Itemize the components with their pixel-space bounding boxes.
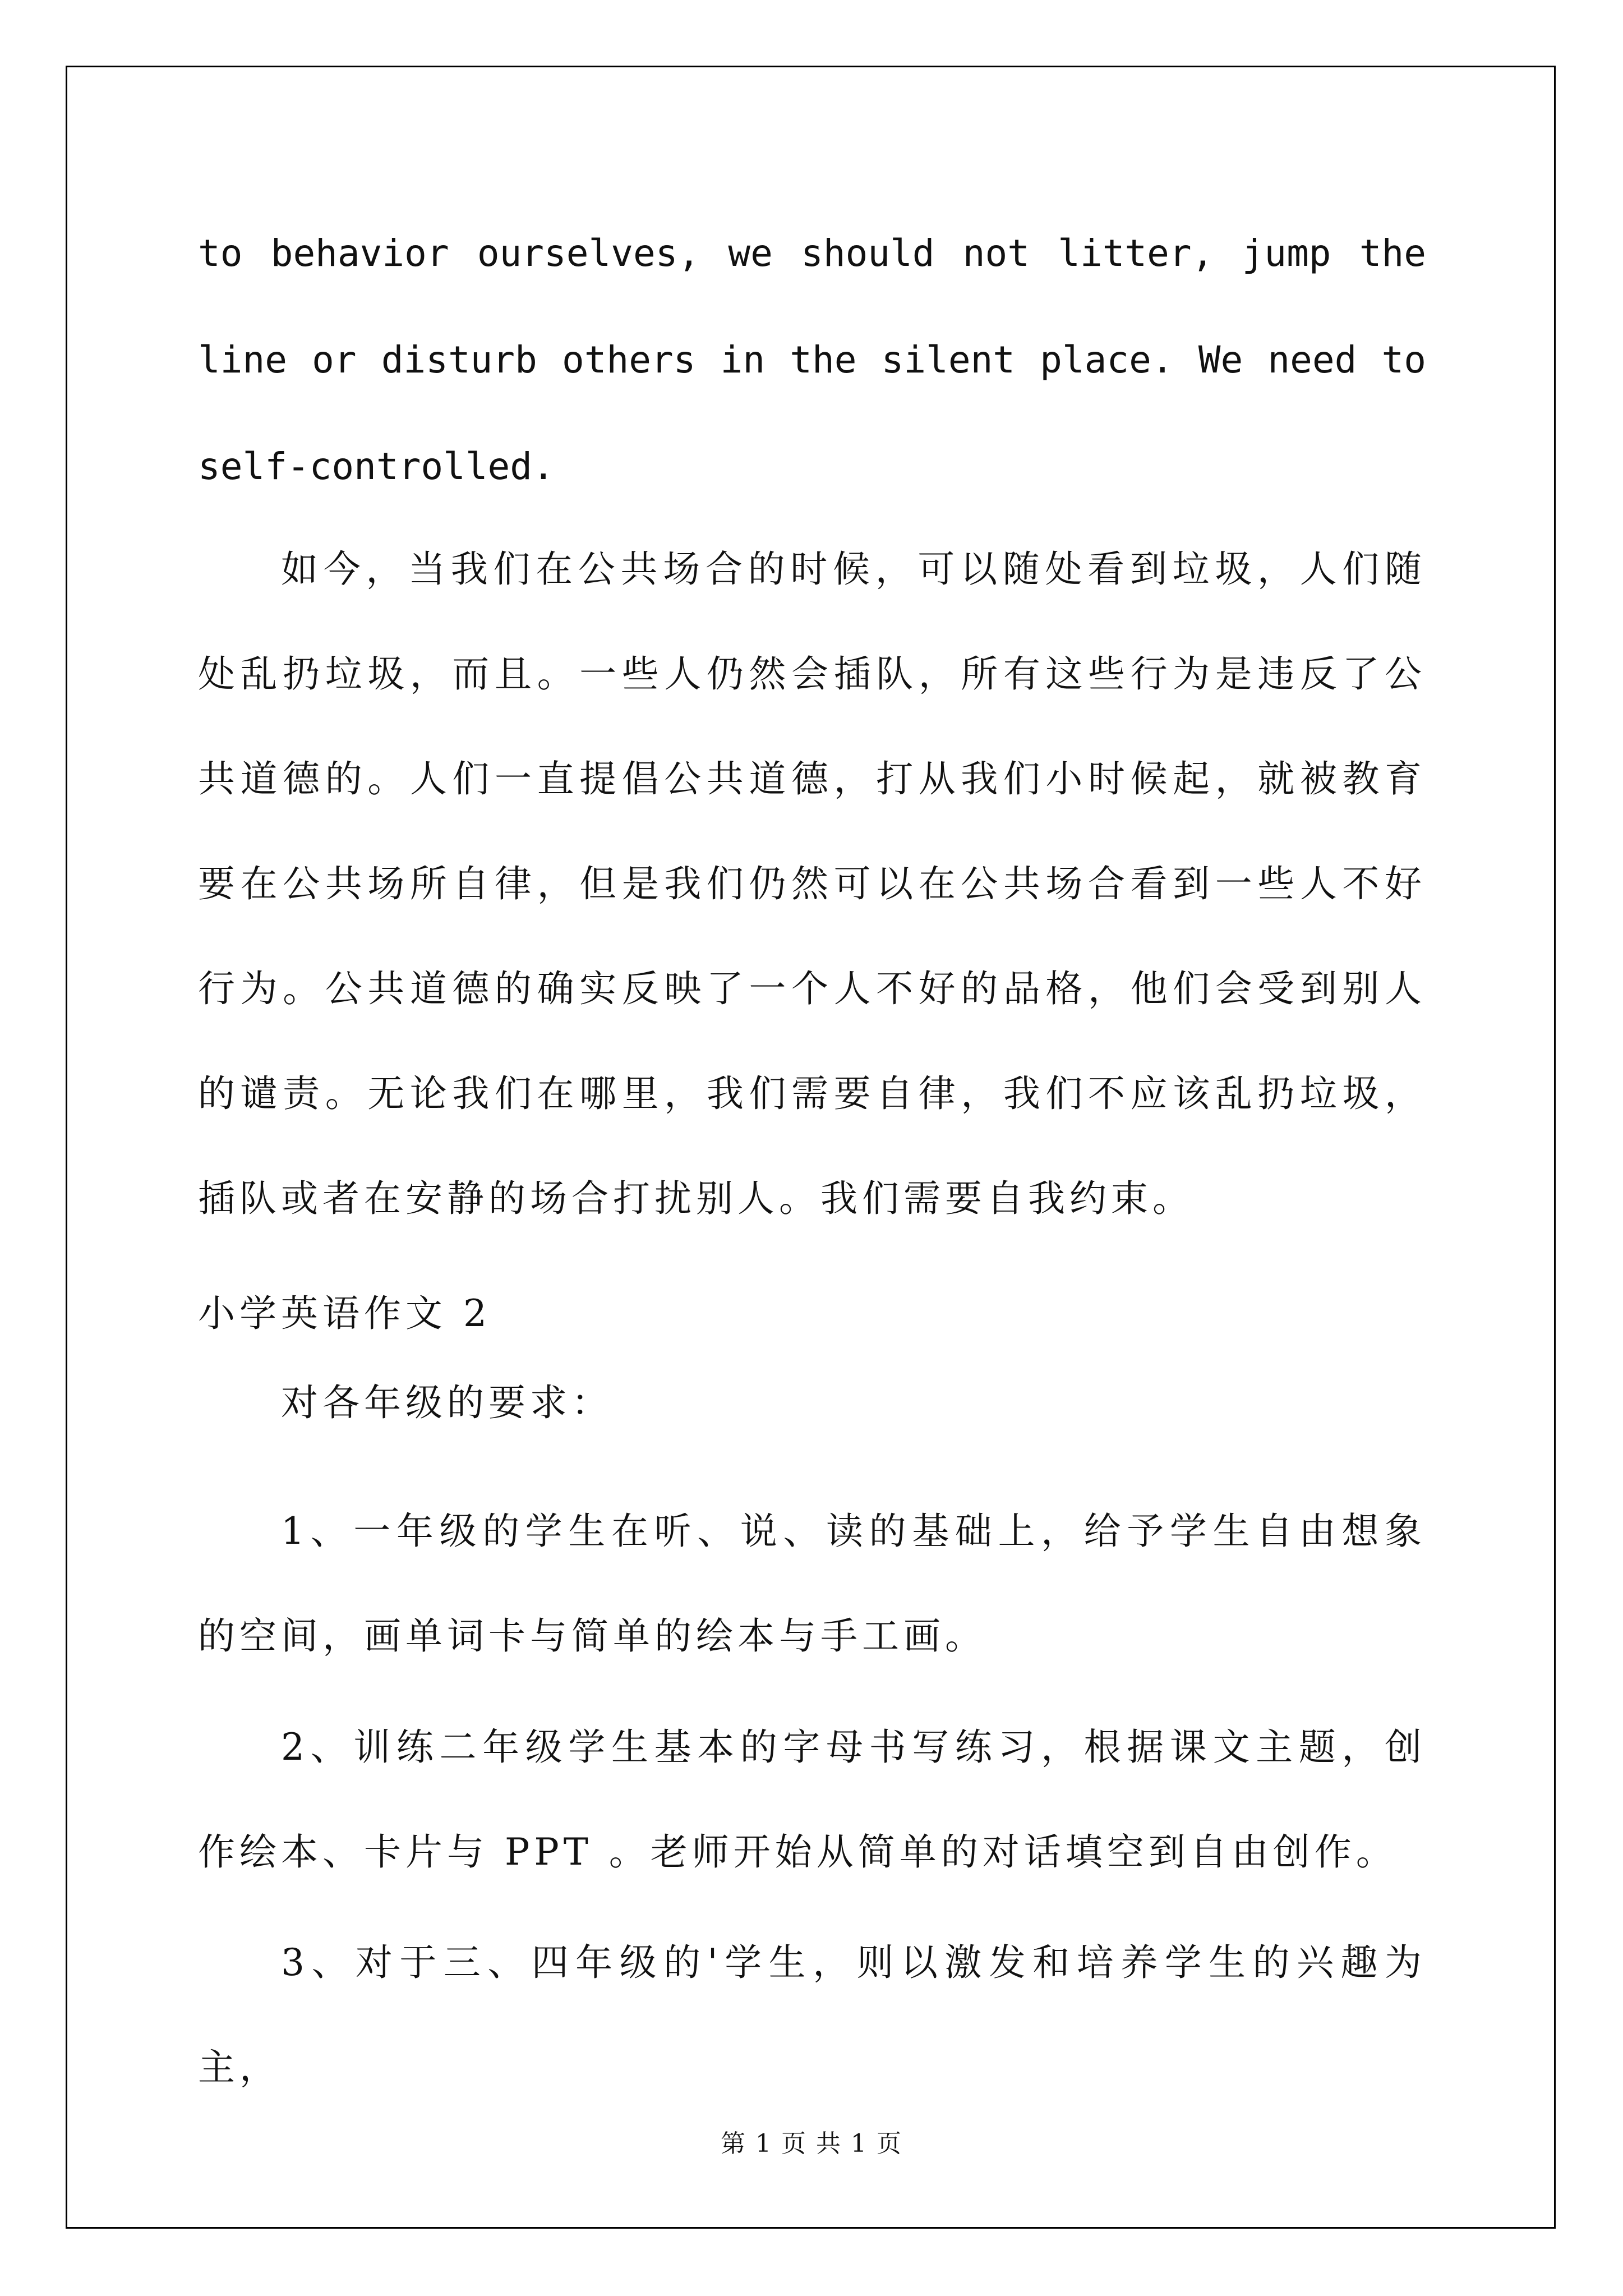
requirement-item-3: 3、对于三、四年级的'学生，则以激发和培养学生的兴趣为主， [198,1941,1426,2089]
requirement-item-2: 2、训练二年级学生基本的字母书写练习，根据课文主题，创作绘本、卡片与 PPT 。老师开始从简单的对话填空到自由创作。 [198,1726,1426,1874]
page-number-footer: 第 1 页 共 1 页 [721,2129,902,2158]
chinese-paragraph: 如今，当我们在公共场合的时候，可以随处看到垃圾，人们随处乱扔垃圾，而且。一些人仍然会插队，所有这些行为是违反了公共道德的。人们一直提倡公共道德，打从我们小时候起，就被教育要在公共场所自律，但是我们仍然可以在公共场合看到一些人不好行为。公共道德的确实反映了一个人不好的品格，他们会受到别人的谴责。无论我们在哪里，我们需要自律，我们不应该乱扔垃圾，插队或者在安静的场合打扰别人。我们需要自我约束。 [198,547,1426,1220]
requirement-item-1: 1、一年级的学生在听、说、读的基础上，给予学生自由想象的空间，画单词卡与简单的绘本与手工画。 [198,1510,1426,1658]
section-heading: 小学英语作文 2 [198,1292,491,1335]
requirements-intro: 对各年级的要求： [281,1381,613,1424]
english-paragraph: to behavior ourselves, we should not litter, jump the line or disturb others in the silent place. We need to self-controlled. [198,232,1426,488]
